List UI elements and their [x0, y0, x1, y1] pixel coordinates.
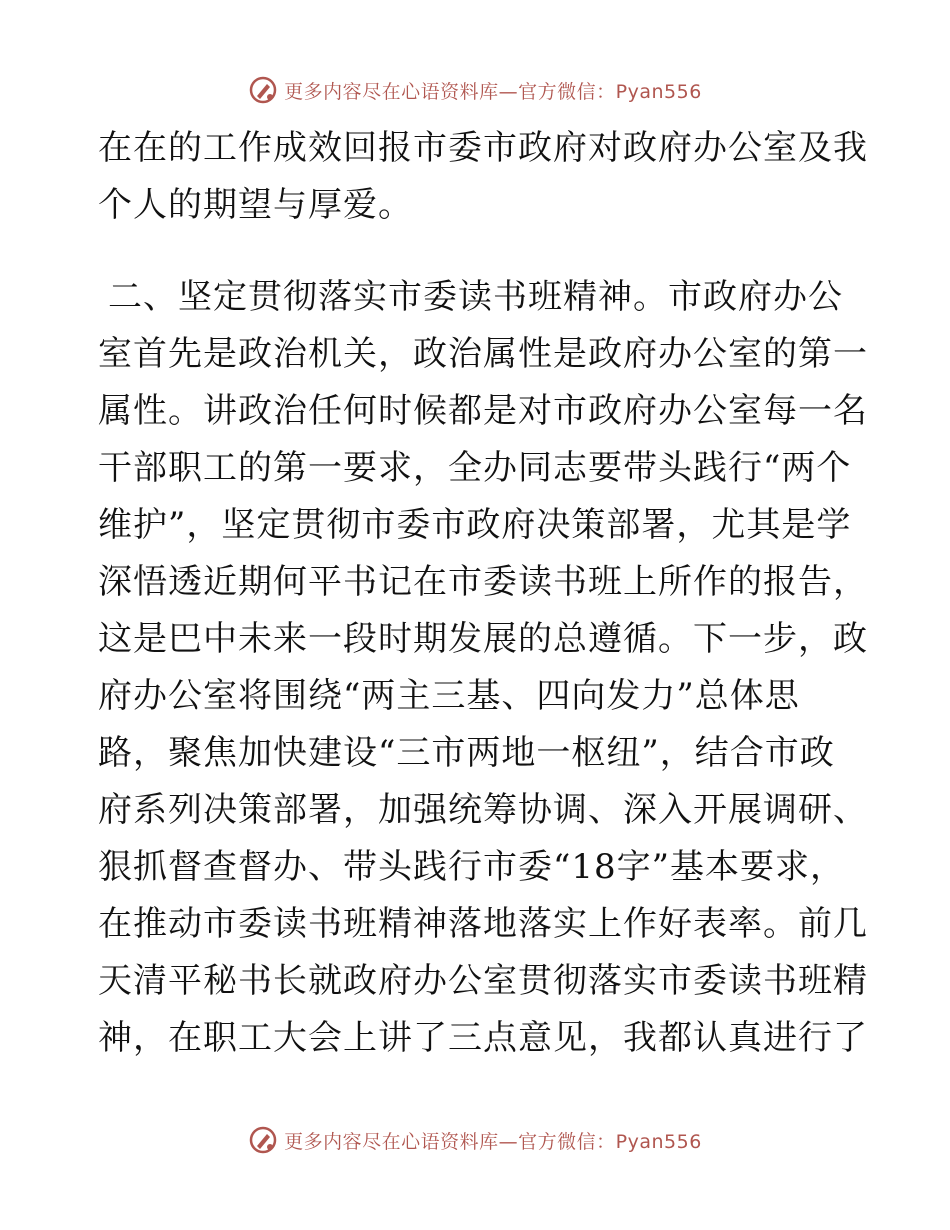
pen-circle-logo-icon: [248, 75, 278, 105]
text-line: 这是巴中未来一段时期发展的总遵循。下一步，政: [98, 619, 868, 659]
text-line: 个人的期望与厚爱。: [98, 185, 413, 225]
text-line: 狠抓督查督办、带头践行市委“18字”基本要求，: [98, 847, 846, 887]
paragraph-2: [98, 269, 868, 1067]
footer-watermark: [0, 1122, 950, 1158]
text-line: 府系列决策部署，加强统筹协调、深入开展调研、: [98, 790, 868, 830]
text-line: 室首先是政治机关，政治属性是政府办公室的第一: [98, 334, 868, 374]
text-line: 维护”，坚定贯彻市委市政府决策部署，尤其是学: [98, 505, 852, 545]
text-line: 在推动市委读书班精神落地落实上作好表率。前几: [98, 904, 868, 944]
text-line: 路，聚焦加快建设“三市两地一枢纽”，结合市政: [98, 733, 835, 773]
text-line: 在在的工作成效回报市委市政府对政府办公室及我: [98, 128, 868, 168]
header-watermark: [0, 72, 950, 108]
text-line: 二、坚定贯彻落实市委读书班精神。市政府办公: [108, 277, 843, 317]
text-line: 深悟透近期何平书记在市委读书班上所作的报告，: [98, 562, 868, 602]
text-line: 天清平秘书长就政府办公室贯彻落实市委读书班精: [98, 961, 868, 1001]
watermark-text: 更多内容尽在心语资料库—官方微信：Pyan556: [284, 80, 702, 103]
paragraph-1: [98, 120, 868, 234]
document-body: [98, 120, 868, 1067]
text-line: 府办公室将围绕“两主三基、四向发力”总体思: [98, 676, 800, 716]
watermark-text: 更多内容尽在心语资料库—官方微信：Pyan556: [284, 1130, 702, 1153]
text-line: 神，在职工大会上讲了三点意见，我都认真进行了: [98, 1018, 868, 1058]
text-line: 干部职工的第一要求，全办同志要带头践行“两个: [98, 448, 852, 488]
text-line: 属性。讲政治任何时候都是对市政府办公室每一名: [98, 391, 868, 431]
pen-circle-logo-icon: [248, 1125, 278, 1155]
